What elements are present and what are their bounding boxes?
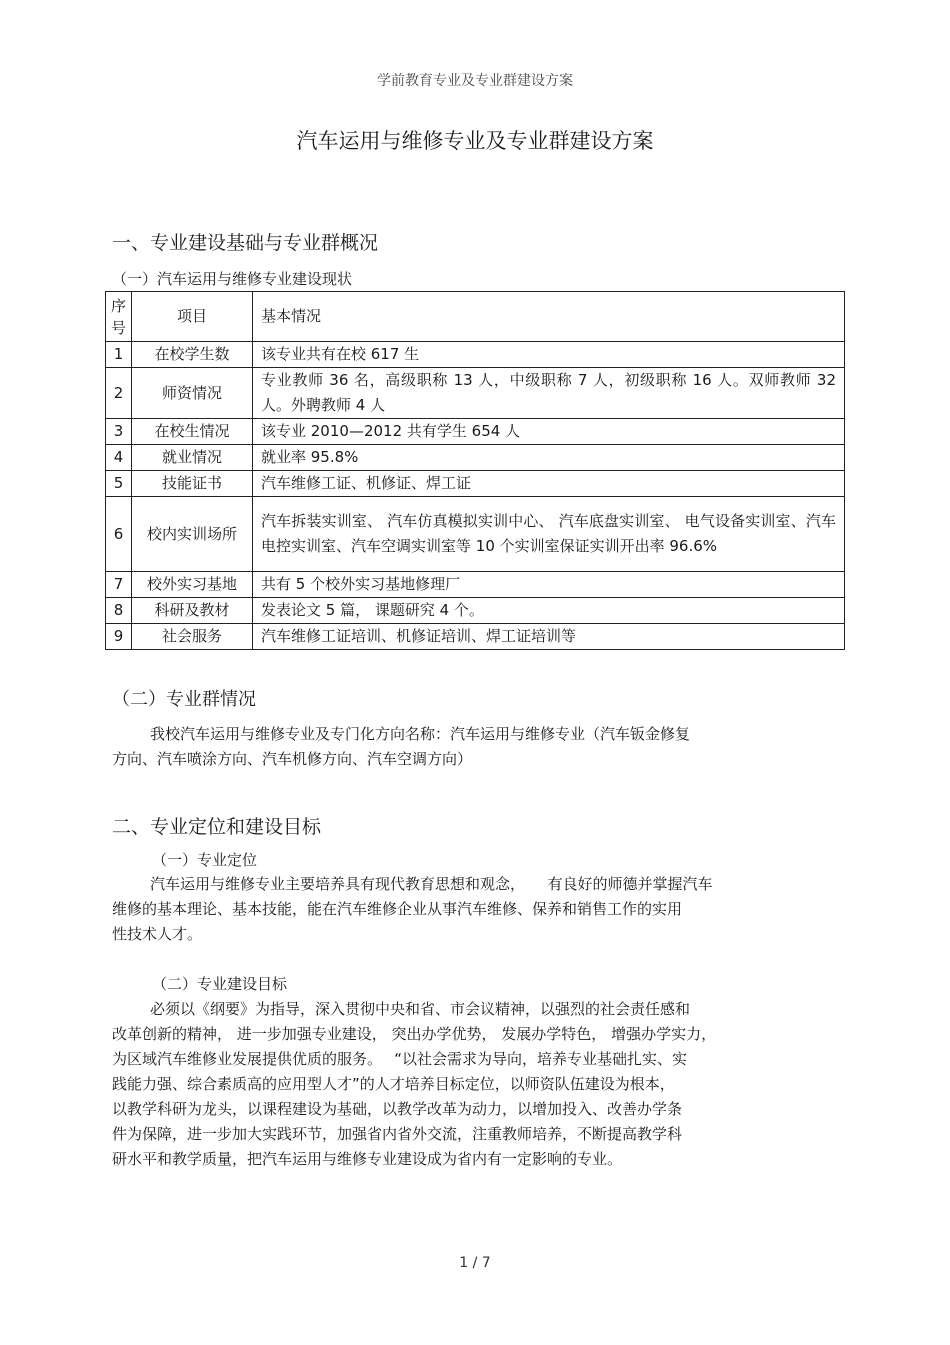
paragraph-line: 我校汽车运用与维修专业及专门化方向名称：汽车运用与维修专业（汽车钣金修复 <box>150 725 691 743</box>
paragraph-line: 以教学科研为龙头，以课程建设为基础，以教学改革为动力，以增加投入、改善办学条 <box>112 1100 683 1118</box>
document-title: 汽车运用与维修专业及专业群建设方案 <box>296 129 654 153</box>
table-row <box>106 471 845 497</box>
status-table <box>105 291 845 650</box>
positioning-paragraph <box>112 872 837 947</box>
table-row <box>106 445 845 471</box>
paragraph-line: 性技术人才。 <box>112 925 203 943</box>
paragraph-line: 践能力强、综合素质高的应用型人才”的人才培养目标定位，以师资队伍建设为根本， <box>112 1075 675 1093</box>
cell-no: 1 <box>106 342 132 368</box>
header-desc: 基本情况 <box>253 292 845 342</box>
cell-no: 9 <box>106 624 132 650</box>
section-2-sub1-heading: （一）专业定位 <box>152 851 258 869</box>
table-header-row <box>106 292 845 342</box>
table-row <box>106 497 845 572</box>
paragraph-line: 方向、汽车喷涂方向、汽车机修方向、汽车空调方向） <box>112 750 473 768</box>
cell-item: 社会服务 <box>132 624 253 650</box>
running-header: 学前教育专业及专业群建设方案 <box>377 73 573 89</box>
cell-item: 在校生情况 <box>132 419 253 445</box>
cell-no: 2 <box>106 368 132 419</box>
cell-desc: 汽车维修工证、机修证、焊工证 <box>253 471 845 497</box>
cell-item: 在校学生数 <box>132 342 253 368</box>
paragraph-line: 必须以《纲要》为指导，深入贯彻中央和省、市会议精神，以强烈的社会责任感和 <box>150 1000 691 1018</box>
paragraph-line: 为区域汽车维修业发展提供优质的服务。 “以社会需求为导向，培养专业基础扎实、实 <box>112 1050 688 1068</box>
table-row <box>106 624 845 650</box>
cell-no: 8 <box>106 598 132 624</box>
section-2-sub2-heading: （二）专业建设目标 <box>152 975 288 993</box>
cell-no: 7 <box>106 572 132 598</box>
cell-desc: 发表论文 5 篇， 课题研究 4 个。 <box>253 598 845 624</box>
table-row <box>106 598 845 624</box>
cell-desc: 就业率 95.8% <box>253 445 845 471</box>
cell-item: 校内实训场所 <box>132 497 253 572</box>
cell-no: 3 <box>106 419 132 445</box>
cell-no: 6 <box>106 497 132 572</box>
section-1-sub1-heading: （一）汽车运用与维修专业建设现状 <box>112 270 353 288</box>
goals-paragraph <box>112 997 837 1172</box>
paragraph-line: 汽车运用与维修专业主要培养具有现代教育思想和观念， 有良好的师德并掌握汽车 <box>150 875 713 893</box>
table-row <box>106 342 845 368</box>
group-paragraph <box>112 722 837 772</box>
cell-desc: 汽车维修工证培训、机修证培训、焊工证培训等 <box>253 624 845 650</box>
page-number: 1 / 7 <box>459 1255 491 1271</box>
cell-desc: 该专业共有在校 617 生 <box>253 342 845 368</box>
cell-desc: 共有 5 个校外实习基地修理厂 <box>253 572 845 598</box>
cell-no: 4 <box>106 445 132 471</box>
paragraph-line: 件为保障，进一步加大实践环节，加强省内省外交流，注重教师培养，不断提高教学科 <box>112 1125 683 1143</box>
header-item: 项目 <box>132 292 253 342</box>
cell-no: 5 <box>106 471 132 497</box>
cell-desc: 该专业 2010—2012 共有学生 654 人 <box>253 419 845 445</box>
cell-item: 科研及教材 <box>132 598 253 624</box>
section-2-heading: 二、专业定位和建设目标 <box>112 816 322 838</box>
table-row <box>106 419 845 445</box>
cell-item: 校外实习基地 <box>132 572 253 598</box>
paragraph-line: 改革创新的精神， 进一步加强专业建设， 突出办学优势， 发展办学特色， 增强办学实力， <box>112 1025 717 1043</box>
header-no <box>106 292 132 342</box>
cell-item: 就业情况 <box>132 445 253 471</box>
table-row <box>106 572 845 598</box>
section-1-heading: 一、专业建设基础与专业群概况 <box>112 232 379 254</box>
cell-item: 技能证书 <box>132 471 253 497</box>
paragraph-line: 研水平和教学质量，把汽车运用与维修专业建设成为省内有一定影响的专业。 <box>112 1150 623 1168</box>
cell-desc: 汽车拆装实训室、 汽车仿真模拟实训中心、 汽车底盘实训室、 电气设备实训室、汽车电控实训室、汽车空调实训室等 10 个实训室保证实训开出率 96.6% <box>253 497 845 572</box>
cell-desc: 专业教师 36 名，高级职称 13 人，中级职称 7 人，初级职称 16 人。双师教师 32 人。外聘教师 4 人 <box>253 368 845 419</box>
table-row <box>106 368 845 419</box>
header-no-text: 序号 <box>110 296 126 337</box>
paragraph-line: 维修的基本理论、基本技能，能在汽车维修企业从事汽车维修、保养和销售工作的实用 <box>112 900 683 918</box>
section-1-sub2-heading: （二）专业群情况 <box>112 689 256 710</box>
cell-item: 师资情况 <box>132 368 253 419</box>
